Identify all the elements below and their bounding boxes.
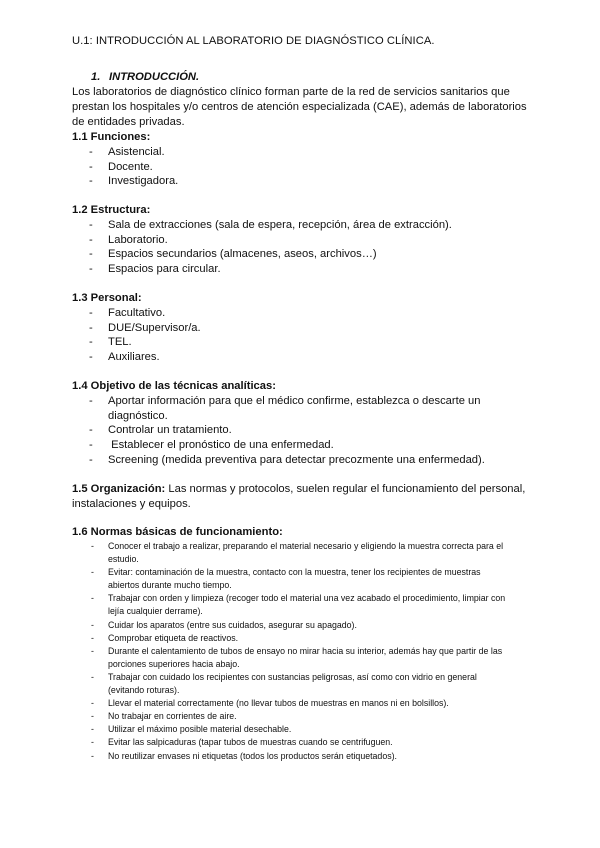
section-funciones [72, 130, 532, 189]
section-title: 1.6 Normas básicas de funcionamiento: [72, 526, 283, 538]
list-item [72, 645, 512, 671]
dash-bullet: - [89, 424, 93, 437]
document-title: U.1: INTRODUCCIÓN AL LABORATORIO DE DIAGNÓSTICO CLÍNICA. [72, 35, 435, 47]
section-organizacion [72, 482, 532, 512]
section-title: 1.4 Objetivo de las técnicas analíticas: [72, 380, 276, 392]
list-item-text: DUE/Supervisor/a. [108, 321, 201, 334]
dash-bullet: - [91, 619, 94, 630]
list-item-text: Cuidar los aparatos (entre sus cuidados, asegurar su apagado). [108, 619, 357, 630]
dash-bullet: - [89, 336, 93, 349]
list-item-text: Llevar el material correctamente (no llevar tubos de muestras en manos ni en bolsillos). [108, 698, 449, 709]
list-item [72, 145, 532, 160]
dash-bullet: - [89, 248, 93, 261]
section-estructura [72, 203, 532, 277]
dash-bullet: - [91, 567, 94, 578]
dash-bullet: - [89, 175, 93, 188]
list-item-text: No reutilizar envases ni etiquetas (todos los productos serán etiquetados). [108, 750, 397, 761]
dash-bullet: - [89, 439, 93, 452]
list-item [72, 723, 512, 736]
list-item [72, 697, 512, 710]
list-item [72, 736, 512, 749]
list-item [72, 160, 532, 175]
list-item-text: Evitar las salpicaduras (tapar tubos de muestras cuando se centrifuguen. [108, 737, 393, 748]
section-personal [72, 291, 532, 365]
list-item [72, 394, 502, 423]
list-item [72, 321, 532, 336]
list-item-text: Investigadora. [108, 175, 179, 188]
dash-bullet: - [91, 724, 94, 735]
list-item-text: Asistencial. [108, 146, 165, 158]
section-title: 1.1 Funciones: [72, 131, 151, 143]
section-title: 1.5 Organización: [72, 483, 166, 495]
list-item [72, 174, 532, 189]
dash-bullet: - [89, 307, 93, 319]
list-item [72, 218, 532, 233]
list-item-text: Establecer el pronóstico de una enfermedad. [108, 439, 334, 452]
list-item-text: Conocer el trabajo a realizar, preparando el material necesario y eligiendo la muestra correcta para el estudio. [108, 541, 504, 565]
list-item [72, 671, 512, 697]
dash-bullet: - [89, 146, 93, 158]
list-item-text: Facultativo. [108, 307, 166, 319]
list-item-text: Durante el calentamiento de tubos de ensayo no mirar hacia su interior, además hay que partir de las porciones superiores hacia abajo. [108, 645, 503, 669]
intro-number: 1. [91, 71, 101, 83]
dash-bullet: - [91, 593, 94, 604]
list-item [72, 262, 532, 277]
dash-bullet: - [91, 671, 94, 682]
dash-bullet: - [89, 233, 93, 246]
dash-bullet: - [91, 632, 94, 643]
list-item [72, 247, 532, 262]
normas-list [72, 540, 512, 763]
list-item [72, 566, 512, 592]
list-item [72, 350, 532, 365]
list-item [72, 619, 512, 632]
section-title: 1.3 Personal: [72, 292, 142, 304]
list-item-text: TEL. [108, 336, 132, 349]
list-item-text: Sala de extracciones (sala de espera, recepción, área de extracción). [108, 219, 452, 231]
list-item-text: Screening (medida preventiva para detectar precozmente una enfermedad). [108, 453, 485, 466]
list-item [72, 423, 502, 438]
list-item [72, 750, 512, 763]
dash-bullet: - [91, 711, 94, 722]
dash-bullet: - [89, 219, 93, 231]
dash-bullet: - [91, 737, 94, 748]
list-item [72, 438, 502, 453]
list-item-text: Espacios para circular. [108, 263, 221, 276]
intro-heading [91, 71, 199, 83]
dash-bullet: - [89, 453, 93, 466]
list-item-text: Espacios secundarios (almacenes, aseos, archivos…) [108, 248, 377, 261]
intro-heading-text: INTRODUCCIÓN. [109, 71, 200, 83]
list-item [72, 335, 532, 350]
objetivo-list [72, 394, 502, 468]
section-normas [72, 525, 512, 763]
section-title: 1.2 Estructura: [72, 204, 151, 216]
dash-bullet: - [89, 351, 93, 364]
list-item [72, 710, 512, 723]
section-text: Las normas y protocolos, suelen regular el funcionamiento del personal, instalaciones y equipos. [72, 483, 526, 510]
list-item-text: Evitar: contaminación de la muestra, contacto con la muestra, tener los recipientes de muestras abiertos durante mucho tiempo. [108, 567, 481, 591]
list-item [72, 453, 502, 468]
dash-bullet: - [89, 263, 93, 276]
list-item [72, 592, 512, 618]
dash-bullet: - [91, 698, 94, 709]
list-item-text: Comprobar etiqueta de reactivos. [108, 632, 239, 643]
list-item-text: Aportar información para que el médico confirme, establezca o descarte un diagnóstico. [108, 395, 481, 422]
personal-list [72, 306, 532, 365]
dash-bullet: - [89, 395, 93, 407]
list-item-text: Laboratorio. [108, 233, 168, 246]
list-item-text: Controlar un tratamiento. [108, 424, 232, 437]
list-item-text: No trabajar en corrientes de aire. [108, 711, 237, 722]
funciones-list [72, 145, 532, 189]
list-item-text: Docente. [108, 160, 153, 173]
list-item [72, 540, 512, 566]
list-item-text: Utilizar el máximo posible material desechable. [108, 724, 292, 735]
dash-bullet: - [89, 321, 93, 334]
estructura-list [72, 218, 532, 277]
list-item [72, 306, 532, 321]
intro-paragraph: Los laboratorios de diagnóstico clínico forman parte de la red de servicios sanitarios que prestan los hospitales y/o centros de atención especializada (CAE), además de laboratorios de entidades privadas. [72, 86, 527, 128]
dash-bullet: - [91, 541, 94, 551]
list-item [72, 233, 532, 248]
dash-bullet: - [91, 750, 94, 761]
list-item-text: Trabajar con orden y limpieza (recoger todo el material una vez acabado el procedimiento, limpiar con lejía cualquier derrame). [108, 593, 506, 617]
list-item-text: Auxiliares. [108, 351, 160, 364]
dash-bullet: - [91, 645, 94, 656]
dash-bullet: - [89, 160, 93, 173]
list-item-text: Trabajar con cuidado los recipientes con sustancias peligrosas, así como con vidrio en general (evitando roturas). [108, 671, 477, 696]
section-objetivo [72, 379, 532, 468]
list-item [72, 632, 512, 645]
